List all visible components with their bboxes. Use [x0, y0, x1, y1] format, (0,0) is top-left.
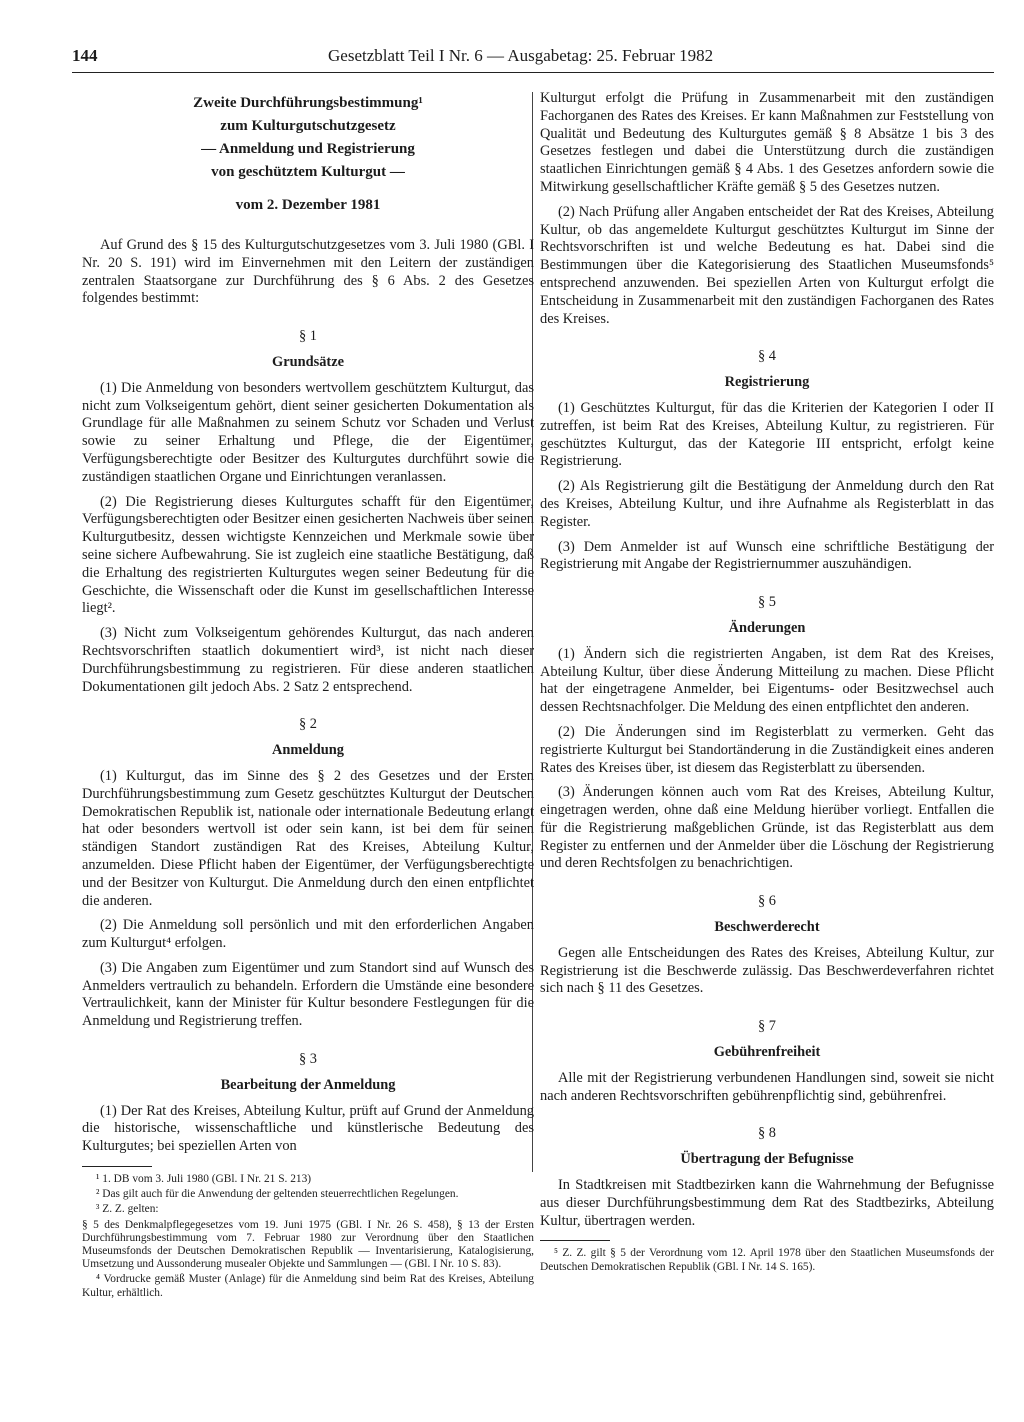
- paragraph: (1) Geschütztes Kulturgut, für das die Kriterien der Kategorien I oder II zutreffen, ist beim Rat des Kreises, Abteilung Kultur, zu registrieren. Für geschütztes Kulturgut, das der Kategorie III entspricht, erfolgt keine Registrierung.: [540, 399, 994, 470]
- right-column: [540, 90, 994, 1400]
- paragraph: (1) Der Rat des Kreises, Abteilung Kultur, prüft auf Grund der Anmeldung die historische, wissenschaftliche und künstlerische Bedeutung des Kulturgutes; bei speziellen Arten von: [82, 1102, 534, 1155]
- section-number: § 6: [758, 893, 776, 910]
- footnote-4: ⁴ Vordrucke gemäß Muster (Anlage) für die Anmeldung sind beim Rat des Kreises, Abteilung Kultur, erhältlich.: [82, 1273, 534, 1299]
- preamble: Auf Grund des § 15 des Kulturgutschutzgesetzes vom 3. Juli 1980 (GBl. I Nr. 20 S. 191) wird im Einvernehmen mit den Leitern der zuständigen zentralen Staatsorgane zur Durchführung des § 6 Abs. 2 des Gesetzes folgendes bestimmt:: [82, 237, 534, 307]
- paragraph: (3) Die Angaben zum Eigentümer und zum Standort sind auf Wunsch des Anmelders vertraulich zu behandeln. Erfordern die Umstände eine besondere Vertraulichkeit, kann der Minister für Kultur besondere Festlegungen für die Anmeldung und Registrierung treffen.: [82, 959, 534, 1030]
- section-title: Änderungen: [728, 619, 806, 636]
- section-number: § 7: [758, 1018, 776, 1035]
- section-7: [540, 1018, 994, 1105]
- footnote-3-heading: ³ Z. Z. gelten:: [96, 1203, 159, 1216]
- section-title: Bearbeitung der Anmeldung: [220, 1076, 396, 1093]
- section-title: Gebührenfreiheit: [713, 1044, 821, 1061]
- document-title: [82, 94, 534, 182]
- paragraph: (1) Ändern sich die registrierten Angaben, ist dem Rat des Kreises, Abteilung Kultur, über diese Änderung Mitteilung zu machen. Diese Pflicht hat der eingetragene Anmelder, bei Eigentums- oder Besitzwechsel auch dessen Rechtsnachfolger. Die Meldung des einen entpflichtet den anderen.: [540, 645, 994, 716]
- footnote-3-body: § 5 des Denkmalpflegegesetzes vom 19. Juni 1975 (GBl. I Nr. 26 S. 458), § 13 der Ersten Durchführungsbestimmung vom 7. Februar 1980 zur Verordnung über den Staatlichen Museumsfonds der Deutschen Demokratischen Republik — Inventarisierung, Katalogisierung, Umsetzung und Aussonderung musealer Objekte und Sammlungen — (GBl. I Nr. 10 S. 83).: [82, 1218, 534, 1271]
- paragraph: (3) Dem Anmelder ist auf Wunsch eine schriftliche Bestätigung der Registrierung mit Angabe der Registriernummer auszuhändigen.: [540, 538, 994, 573]
- paragraph: In Stadtkreisen mit Stadtbezirken kann die Wahrnehmung der Befugnisse aus dieser Durchführungsbestimmung dem Rat des Stadtbezirks, Abteilung Kultur, übertragen werden.: [540, 1177, 994, 1229]
- section-8: [540, 1125, 994, 1230]
- paragraph: (1) Kulturgut, das im Sinne des § 2 des Gesetzes und der Ersten Durchführungsbestimmung zum Gesetz geschütztes Kulturgut der Deutschen Demokratischen Republik ist, nationale oder internationale Bedeutung erlangt hat oder besonders wertvoll ist oder sein kann, ist bei dem für seinen ständigen Standort zuständigen Rat des Kreises, Abteilung Kultur, anzumelden. Diese Pflicht haben der Eigentümer, der Verfügungsberechtigte und der Besitzer von Kulturgut. Die Anmeldung durch den einen entpflichtet die anderen.: [82, 767, 534, 909]
- section-6: [540, 893, 994, 998]
- left-column: [82, 90, 534, 1400]
- section-title: Übertragung der Befugnisse: [680, 1151, 854, 1168]
- section-2: [82, 716, 534, 1031]
- section-number: § 5: [758, 594, 776, 611]
- section-number: § 3: [299, 1051, 317, 1068]
- section-3-start: [82, 1051, 534, 1156]
- page-number: 144: [72, 46, 98, 65]
- page-header: [72, 44, 994, 84]
- paragraph: (2) Nach Prüfung aller Angaben entscheidet der Rat des Kreises, Abteilung Kultur, ob das angemeldete Kulturgut geschütztes Kulturgut im Sinne der Rechtsvorschriften ist und welche Bedeutung es hat. Dabei sind die Bestimmungen über die Kategorisierung des Staatlichen Museumsfonds⁵ entsprechend anzuwenden. Bei speziellen Arten von Kulturgut erfolgt die Entscheidung in Zusammenarbeit mit den zuständigen Fachorganen des Rates des Kreises.: [540, 203, 994, 327]
- paragraph: Alle mit der Registrierung verbundenen Handlungen sind, soweit sie nicht nach anderen Rechtsvorschriften gebührenpflichtig sind, gebührenfrei.: [540, 1069, 994, 1104]
- title-line-4: von geschütztem Kulturgut —: [211, 164, 405, 180]
- header-rule: [72, 72, 994, 73]
- section-number: § 4: [758, 348, 776, 365]
- section-title: Beschwerderecht: [714, 919, 820, 936]
- paragraph: (2) Die Änderungen sind im Registerblatt zu vermerken. Geht das registrierte Kulturgut bei Standortänderung in die Zuständigkeit eines anderen Rates des Kreises über, ist diesem das Registerblatt zu übersenden.: [540, 723, 994, 776]
- title-line-3: — Anmeldung und Registrierung: [201, 141, 415, 157]
- section-4: [540, 348, 994, 574]
- section-5: [540, 594, 994, 873]
- footnotes-left: [82, 1173, 534, 1300]
- running-title: Gesetzblatt Teil I Nr. 6 — Ausgabetag: 25. Februar 1982: [328, 46, 714, 65]
- section-title: Anmeldung: [272, 742, 344, 759]
- paragraph: (3) Änderungen können auch vom Rat des Kreises, Abteilung Kultur, eingetragen werden, ohne daß eine Meldung hierüber vorliegt. Entfallen die für die Registrierung maßgeblichen Gründe, ist das Registerblatt aus dem Register zu entfernen und der Anmelder über die Löschung der Registrierung und deren Rechtsfolgen zu benachrichtigen.: [540, 784, 994, 872]
- section-number: § 2: [299, 716, 317, 733]
- paragraph: (2) Die Registrierung dieses Kulturgutes schafft für den Eigentümer, Verfügungsberechtigten oder Besitzer einen gesicherten Nachweis über seinen Kulturgutbesitz, dessen wichtigste Kennzeichen und Merkmale sowie über seine sichere Aufbewahrung. Sie ist zugleich eine staatliche Bestätigung, daß die Erhaltung des registrierten Kulturgutes wegen seiner Bedeutung für die Geschichte, die Wissenschaft oder die Kunst im gesellschaftlichen Interesse liegt².: [82, 493, 534, 617]
- footnote-5: ⁵ Z. Z. gilt § 5 der Verordnung vom 12. April 1978 über den Staatlichen Museumsfonds der Deutschen Demokratischen Republik (GBl. I Nr. 14 S. 165).: [540, 1247, 994, 1273]
- paragraph: (1) Die Anmeldung von besonders wertvollem geschütztem Kulturgut, das nicht zum Volkseigentum gehört, dient seiner gesicherten Dokumentation als Grundlage für alle Maßnahmen zu seinem Schutz vor Schaden und Verlust sowie zu seiner Erhaltung und Pflege, die der Eigentümer, Verfügungsberechtigte oder Besitzer des Kulturgutes durchführt sowie die zuständigen staatlichen Organe und Einrichtungen veranlassen.: [82, 379, 534, 485]
- section-number: § 1: [299, 328, 317, 345]
- paragraph: Gegen alle Entscheidungen des Rates des Kreises, Abteilung Kultur, zur Registrierung ist die Beschwerde zulässig. Das Beschwerdeverfahren richtet sich nach § 11 des Gesetzes.: [540, 944, 994, 997]
- section-title: Grundsätze: [272, 353, 344, 370]
- paragraph: (2) Als Registrierung gilt die Bestätigung der Anmeldung durch den Rat des Kreises, Abteilung Kultur, und ihre Aufnahme als Registerblatt in das Register.: [540, 478, 994, 530]
- title-line-2: zum Kulturgutschutzgesetz: [220, 118, 396, 134]
- paragraph-continuation: Kulturgut erfolgt die Prüfung in Zusammenarbeit mit den zuständigen Fachorganen des Rates des Kreises. Er kann Maßnahmen zur Feststellung von Qualität und Bedeutung des Kulturgutes gemäß § 8 Absätze 1 bis 3 des Gesetzes festlegen und dabei die Unterstützung durch die zuständigen staatlichen Einrichtungen gemäß § 4 Abs. 1 des Gesetzes anfordern sowie die Mitwirkung gesellschaftlicher Kräfte gemäß § 5 des Gesetzes nutzen.: [540, 90, 994, 195]
- section-title: Registrierung: [724, 374, 810, 391]
- paragraph: (3) Nicht zum Volkseigentum gehörendes Kulturgut, das nach anderen Rechtsvorschriften staatlich dokumentiert wird³, ist nicht nach dieser Durchführungsbestimmung zu registrieren. Für diese anderen staatlichen Dokumentationen gilt jedoch Abs. 2 Satz 2 entsprechend.: [82, 625, 534, 695]
- section-number: § 8: [758, 1125, 776, 1142]
- footnote-rule: [82, 1166, 152, 1167]
- footnote-rule: [540, 1240, 610, 1241]
- paragraph: (2) Die Anmeldung soll persönlich und mit den erforderlichen Angaben zum Kulturgut⁴ erfolgen.: [82, 917, 534, 952]
- footnote-2: ² Das gilt auch für die Anwendung der geltenden steuerrechtlichen Regelungen.: [96, 1188, 459, 1201]
- footnote-1: ¹ 1. DB vom 3. Juli 1980 (GBl. I Nr. 21 S. 213): [96, 1173, 312, 1186]
- document-date: vom 2. Dezember 1981: [235, 197, 381, 213]
- section-1: [82, 328, 534, 696]
- title-line-1: Zweite Durchführungsbestimmung¹: [193, 95, 423, 111]
